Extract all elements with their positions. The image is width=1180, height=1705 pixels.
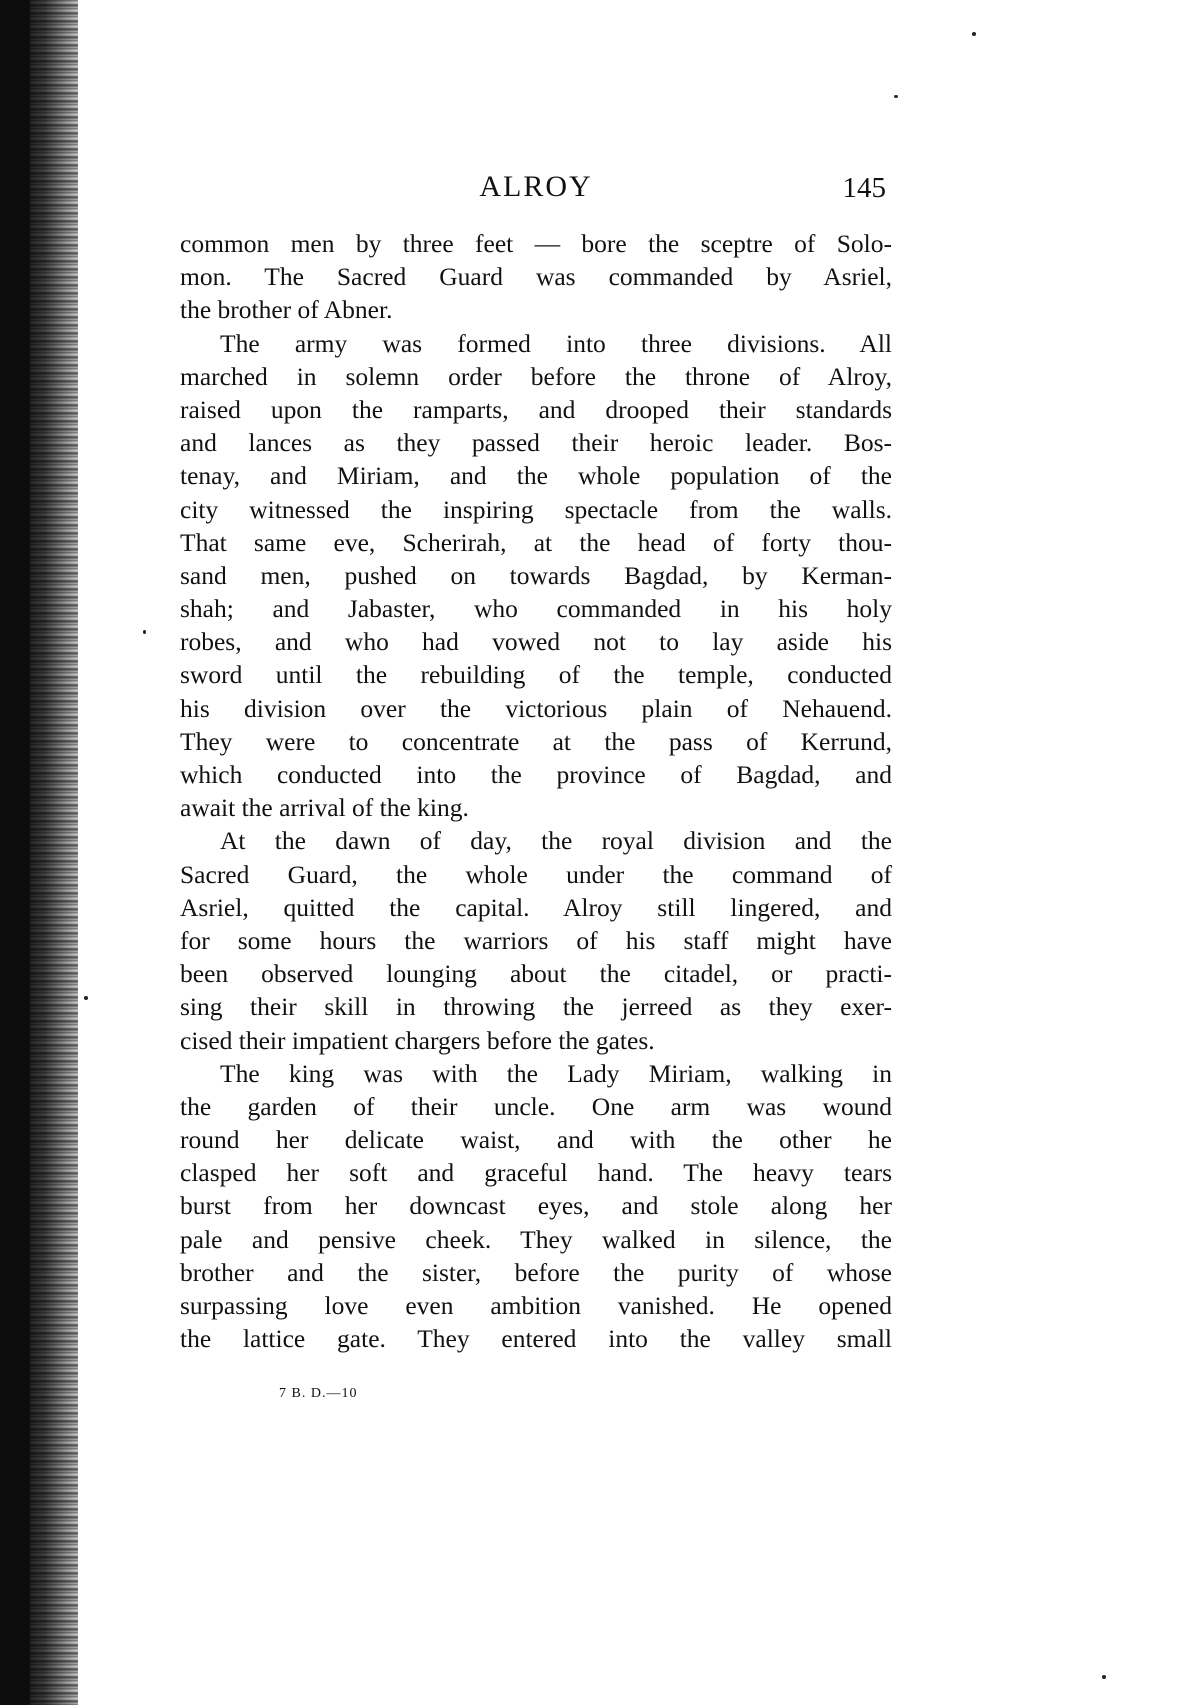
text-line: which conducted into the province of Bagdad, and bbox=[180, 760, 892, 789]
text-line: That same eve, Scherirah, at the head of forty thou- bbox=[180, 527, 892, 557]
scan-speck bbox=[972, 32, 976, 36]
text-line: sword until the rebuilding of the temple, conducted bbox=[180, 660, 892, 690]
text-line: The army was formed into three divisions. All bbox=[220, 328, 892, 358]
text-line: raised upon the ramparts, and drooped their standards bbox=[180, 394, 892, 424]
text-line: At the dawn of day, the royal division and the bbox=[220, 826, 892, 856]
text-line: sand men, pushed on towards Bagdad, by Kerman- bbox=[180, 560, 892, 590]
text-line: cised their impatient chargers before the gates. bbox=[180, 1025, 655, 1055]
text-line: sing their skill in throwing the jerreed as they exer- bbox=[180, 992, 892, 1022]
text-line: pale and pensive cheek. They walked in silence, the bbox=[180, 1224, 892, 1254]
text-line: Sacred Guard, the whole under the command of bbox=[180, 859, 892, 889]
text-line: the lattice gate. They entered into the valley small bbox=[180, 1324, 892, 1354]
page-number: 145 bbox=[842, 172, 886, 204]
signature-mark: 7 B. D.—10 bbox=[279, 1386, 358, 1401]
text-line: burst from her downcast eyes, and stole along her bbox=[180, 1191, 892, 1221]
text-line: The king was with the Lady Miriam, walking in bbox=[220, 1058, 892, 1088]
text-line: mon. The Sacred Guard was commanded by Asriel, bbox=[180, 262, 892, 292]
scan-speck bbox=[894, 95, 898, 98]
text-line: round her delicate waist, and with the other he bbox=[180, 1125, 892, 1155]
binding-shadow bbox=[0, 0, 30, 1705]
text-line: await the arrival of the king. bbox=[180, 793, 469, 823]
text-line: shah; and Jabaster, who commanded in his holy bbox=[180, 594, 892, 624]
body-text bbox=[180, 227, 892, 1355]
scan-speck bbox=[1102, 1675, 1106, 1679]
scan-speck bbox=[143, 630, 146, 634]
text-line: marched in solemn order before the throne of Alroy, bbox=[180, 361, 892, 391]
text-line: the brother of Abner. bbox=[180, 295, 393, 325]
text-line: city witnessed the inspiring spectacle from the walls. bbox=[180, 494, 892, 524]
text-line: the garden of their uncle. One arm was wound bbox=[180, 1091, 892, 1121]
text-line: common men by three feet — bore the sceptre of Solo- bbox=[180, 229, 892, 258]
text-line: and lances as they passed their heroic leader. Bos- bbox=[180, 428, 892, 458]
text-line: They were to concentrate at the pass of Kerrund, bbox=[180, 726, 892, 756]
running-head bbox=[180, 170, 892, 210]
running-head-title: ALROY bbox=[479, 170, 593, 203]
text-line: brother and the sister, before the purity of whose bbox=[180, 1257, 892, 1287]
text-line: Asriel, quitted the capital. Alroy still lingered, and bbox=[180, 892, 892, 922]
text-line: clasped her soft and graceful hand. The heavy tears bbox=[180, 1158, 892, 1188]
text-line: his division over the victorious plain of Nehauend. bbox=[180, 693, 892, 723]
text-line: for some hours the warriors of his staff might have bbox=[180, 925, 892, 955]
text-line: surpassing love even ambition vanished. He opened bbox=[180, 1291, 892, 1320]
text-line: tenay, and Miriam, and the whole population of the bbox=[180, 461, 892, 491]
scan-speck bbox=[84, 996, 88, 1000]
text-line: been observed lounging about the citadel, or practi- bbox=[180, 959, 892, 989]
text-line: robes, and who had vowed not to lay aside his bbox=[180, 627, 892, 657]
